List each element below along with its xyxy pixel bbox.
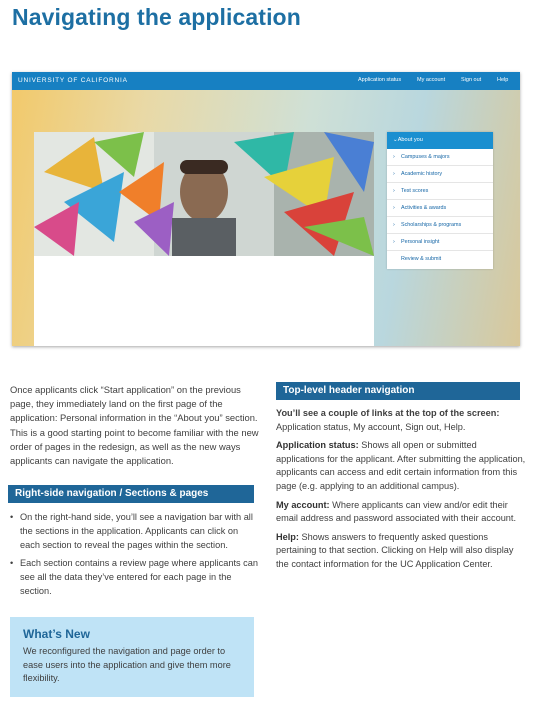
nav-item-label: Campuses & majors (401, 154, 450, 160)
nav-item-label: Personal insight (401, 239, 440, 245)
top-header-content (276, 407, 526, 577)
sign-out-link[interactable]: Sign out (461, 77, 482, 83)
definition: Shows answers to frequently asked questions pertaining to that section. Clicking on Help will also display the contact information for the UC Application Center. (276, 531, 514, 569)
definition: Where applicants can view and/or edit their email address and password associated with their account. (276, 499, 517, 524)
nav-item-activities[interactable] (387, 200, 493, 217)
definition: Shows all open or submitted applications for the applicant. After submitting the application, applicants can access and edit certain information from this page (e.g. applying to an additional campus). (276, 440, 526, 491)
application-status-link[interactable]: Application status (358, 77, 402, 83)
uc-brand: UNIVERSITY OF CALIFORNIA (18, 77, 128, 84)
lead-links: Application status, My account, Sign out, Help. (276, 421, 466, 432)
nav-item-label: Scholarships & programs (401, 222, 462, 228)
right-side-nav-heading: Right-side navigation / Sections & pages (8, 485, 254, 503)
chevron-right-icon: › (393, 222, 395, 228)
section-nav (387, 132, 493, 269)
welcome-card (34, 132, 374, 346)
right-side-nav-bullets (10, 510, 260, 602)
nav-header-label: About you (397, 137, 423, 143)
help-link[interactable]: Help (497, 77, 509, 83)
my-account-link[interactable]: My account (417, 77, 446, 83)
list-item: • Each section contains a review page where applicants can see all the data they’ve entered for each page in the section. (10, 556, 260, 598)
nav-item-campuses[interactable] (387, 149, 493, 166)
term: My account: (276, 499, 330, 510)
nav-item-review-submit[interactable] (387, 251, 493, 268)
hero-photo (34, 132, 374, 256)
lead-paragraph (276, 407, 526, 434)
whats-new-callout (10, 617, 254, 697)
nav-item-label: Test scores (401, 188, 429, 194)
nav-item-label: Activities & awards (401, 205, 447, 211)
chevron-right-icon: › (393, 154, 395, 160)
whats-new-title: What’s New (23, 627, 90, 641)
page-title: Navigating the application (12, 4, 301, 30)
definition-application-status (276, 439, 526, 493)
term: Help: (276, 531, 299, 542)
nav-item-label: Review & submit (401, 256, 442, 262)
nav-item-test-scores[interactable] (387, 183, 493, 200)
chevron-right-icon: › (393, 188, 395, 194)
chevron-right-icon: › (393, 239, 395, 245)
lead-text: You’ll see a couple of links at the top of the screen: (276, 408, 500, 418)
nav-item-label: Academic history (401, 171, 443, 177)
chevron-right-icon: › (393, 205, 395, 211)
intro-paragraph: Once applicants click “Start application” on the previous page, they immediately land on the first page of the application: Personal information in the “About you” section. This is a good starting point to become familiar with the new order of pages in the redesign, as well as the new ways applicants can navigate the application. (10, 384, 259, 467)
application-screenshot (12, 72, 520, 346)
nav-item-scholarships[interactable] (387, 217, 493, 234)
nav-item-personal-insight[interactable] (387, 234, 493, 251)
term: Application status: (276, 440, 359, 451)
list-item: • On the right-hand side, you’ll see a navigation bar with all the sections in the application. Applicants can click on each section to reveal the pages within the section. (10, 510, 260, 552)
chevron-down-icon: ⌄ (393, 137, 398, 143)
chevron-right-icon: › (393, 171, 395, 177)
definition-help (276, 531, 526, 572)
nav-item-academic-history[interactable] (387, 166, 493, 183)
definition-my-account (276, 499, 526, 526)
nav-item-about-you[interactable] (387, 132, 493, 149)
top-header-heading: Top-level header navigation (276, 382, 520, 400)
whats-new-body: We reconfigured the navigation and page order to ease users into the application and give them more flexibility. (23, 646, 231, 684)
app-header-bar (12, 72, 520, 90)
